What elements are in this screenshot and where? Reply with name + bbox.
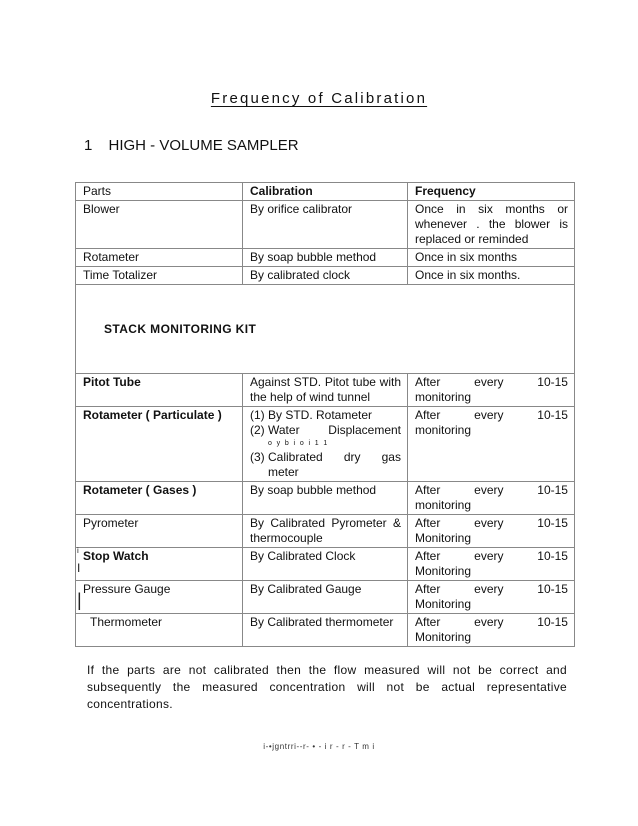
frequency-unit: monitoring (415, 498, 472, 512)
frequency-cell: Once in six months. (408, 267, 575, 285)
frequency-word: After (415, 549, 441, 563)
scan-noise-text: o y b i o i 1 1 (268, 440, 329, 447)
part-cell: Rotameter ( Particulate ) (76, 407, 243, 482)
calibration-cell: By soap bubble method (243, 482, 408, 515)
frequency-range: 10-15 (537, 582, 568, 596)
frequency-range: 10-15 (537, 516, 568, 530)
calibration-method-3 (250, 450, 401, 465)
calibration-method-1: (1) By STD. Rotameter (250, 408, 373, 422)
table-row (76, 581, 575, 614)
frequency-range: 10-15 (537, 375, 568, 389)
part-cell: Pitot Tube (76, 374, 243, 407)
frequency-word: After (415, 615, 441, 629)
page-footer: i-•jgntrri--r- • - i r - r - T m i (263, 742, 375, 751)
frequency-line (415, 375, 568, 390)
part-cell: Time Totalizer (76, 267, 243, 285)
part-cell: Rotameter (76, 249, 243, 267)
calibration-method-2-a: (2) Water (250, 423, 300, 437)
calibration-method-3-c: gas (381, 450, 401, 464)
stack-heading-cell (76, 285, 575, 374)
table-row (76, 548, 575, 581)
part-cell: Pressure Gauge (76, 581, 243, 614)
frequency-every: every (474, 549, 504, 563)
frequency-every: every (474, 516, 504, 530)
calibration-cell: By Calibrated thermometer (243, 614, 408, 647)
margin-mark-thermometer: | (77, 590, 82, 610)
frequency-cell (408, 374, 575, 407)
calibration-method-3-b: dry (343, 450, 361, 464)
frequency-cell (408, 482, 575, 515)
frequency-unit: Monitoring (415, 531, 472, 545)
calibration-cell: Against STD. Pitot tube with the help of wind tunnel (243, 374, 408, 407)
table-row (76, 614, 575, 647)
table-row (76, 407, 575, 482)
frequency-line (415, 582, 568, 597)
frequency-cell: Once in six months or whenever . the blower is replaced or reminded (408, 201, 575, 249)
calibration-cell: By Calibrated Pyrometer & thermocouple (243, 515, 408, 548)
frequency-every: every (474, 582, 504, 596)
calibration-cell: By calibrated clock (243, 267, 408, 285)
calibration-cell: By orifice calibrator (243, 201, 408, 249)
frequency-unit: monitoring (415, 390, 472, 404)
calibration-cell (243, 407, 408, 482)
stack-monitoring-heading: STACK MONITORING KIT (104, 321, 257, 336)
frequency-line (415, 549, 568, 564)
calibration-method-2 (250, 423, 401, 438)
frequency-cell (408, 548, 575, 581)
frequency-cell: Once in six months (408, 249, 575, 267)
page-title: Frequency of Calibration (210, 90, 428, 107)
frequency-word: After (415, 408, 441, 422)
table-row (76, 515, 575, 548)
table-row (76, 249, 575, 267)
calibration-method-2-b: Displacement (328, 423, 401, 437)
section-title: HIGH - VOLUME SAMPLER (108, 137, 299, 154)
frequency-word: After (415, 582, 441, 596)
frequency-every: every (474, 375, 504, 389)
frequency-cell (408, 581, 575, 614)
frequency-line (415, 516, 568, 531)
calibration-table (75, 182, 575, 647)
margin-mark-stop-watch: i (77, 546, 79, 555)
frequency-line (415, 408, 568, 423)
frequency-unit: Monitoring (415, 597, 472, 611)
margin-mark-pressure-gauge: I (77, 561, 81, 575)
frequency-cell (408, 407, 575, 482)
frequency-cell (408, 614, 575, 647)
frequency-word: After (415, 375, 441, 389)
part-cell: Pyrometer (76, 515, 243, 548)
calibration-method-3-d: meter (268, 465, 299, 479)
frequency-unit: Monitoring (415, 564, 472, 578)
frequency-word: After (415, 516, 441, 530)
frequency-range: 10-15 (537, 483, 568, 497)
section-number: 1 (84, 137, 93, 154)
frequency-every: every (474, 408, 504, 422)
frequency-line (415, 615, 568, 630)
part-cell: Blower (76, 201, 243, 249)
frequency-range: 10-15 (537, 408, 568, 422)
frequency-range: 10-15 (537, 549, 568, 563)
section-heading (84, 137, 299, 154)
header-frequency: Frequency (408, 183, 575, 201)
frequency-every: every (474, 483, 504, 497)
header-calibration: Calibration (243, 183, 408, 201)
frequency-unit: monitoring (415, 423, 472, 437)
frequency-line (415, 483, 568, 498)
frequency-every: every (474, 615, 504, 629)
calibration-method-3-a: (3) Calibrated (250, 450, 323, 464)
frequency-unit: Monitoring (415, 630, 472, 644)
part-cell: Thermometer (76, 614, 243, 647)
calibration-cell: By Calibrated Gauge (243, 581, 408, 614)
table-row (76, 482, 575, 515)
part-cell: Rotameter ( Gases ) (76, 482, 243, 515)
calibration-cell: By Calibrated Clock (243, 548, 408, 581)
part-cell: Stop Watch (76, 548, 243, 581)
table-row (76, 267, 575, 285)
calibration-cell: By soap bubble method (243, 249, 408, 267)
frequency-cell (408, 515, 575, 548)
footnote-paragraph: If the parts are not calibrated then the flow measured will not be correct and subsequently the measured concentration will not be actual representative concentrations. (87, 663, 567, 711)
stack-heading-row (76, 285, 575, 374)
table-row (76, 374, 575, 407)
frequency-range: 10-15 (537, 615, 568, 629)
frequency-word: After (415, 483, 441, 497)
table-header-row (76, 183, 575, 201)
header-parts: Parts (76, 183, 243, 201)
table-row (76, 201, 575, 249)
